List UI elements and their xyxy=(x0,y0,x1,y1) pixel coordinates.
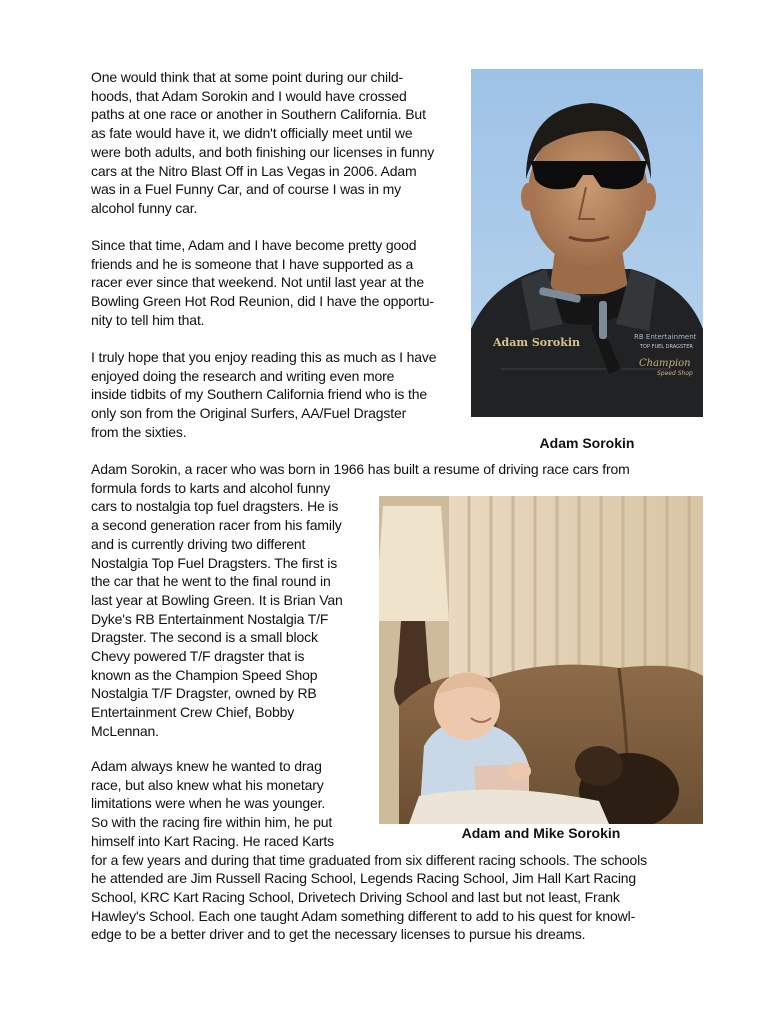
text-line: the car that he went to the final round in xyxy=(91,573,331,590)
text-line: So with the racing fire within him, he put xyxy=(91,814,333,831)
suit-name-text: Adam Sorokin xyxy=(493,336,581,349)
text-line: Dragster. The second is a small block xyxy=(91,629,318,646)
suit-patch-line2: TOP FUEL DRAGSTER xyxy=(640,344,693,350)
text-line: limitations were when he was younger. xyxy=(91,795,326,812)
text-line: Chevy powered T/F dragster that is xyxy=(91,648,305,665)
text-line: formula fords to karts and alcohol funny xyxy=(91,479,331,496)
text-line: as fate would have it, we didn't officially meet until we xyxy=(91,125,413,142)
text-line: he attended are Jim Russell Racing School, Legends Racing School, Jim Hall Kart Racing xyxy=(91,870,637,887)
text-line: only son from the Original Surfers, AA/Fuel Dragster xyxy=(91,405,407,422)
portrait-caption: Adam Sorokin xyxy=(539,435,635,451)
text-line: Since that time, Adam and I have become pretty good xyxy=(91,237,417,253)
text-line: cars to nostalgia top fuel dragsters. He is xyxy=(91,498,339,515)
text-line: Nostalgia T/F Dragster, owned by RB xyxy=(91,685,317,702)
karting-paragraph xyxy=(91,757,647,944)
suit-sponsor-line1: Champion xyxy=(639,358,691,369)
text-line: enjoyed doing the research and writing even more xyxy=(91,367,395,384)
text-line: for a few years and during that time graduated from six different racing schools. The schools xyxy=(91,851,647,868)
text-line: last year at Bowling Green. It is Brian Van xyxy=(91,591,343,608)
text-line: hoods, that Adam Sorokin and I would have crossed xyxy=(91,87,407,104)
text-line: known as the Champion Speed Shop xyxy=(91,666,318,683)
text-line: and is currently driving two different xyxy=(91,535,306,552)
hope-paragraph xyxy=(91,348,436,442)
text-line: cars at the Nitro Blast Off in Las Vegas in 2006. Adam xyxy=(91,162,417,179)
text-line: Hawley's School. Each one taught Adam something different to add to his quest for knowl- xyxy=(91,907,636,924)
text-line: I truly hope that you enjoy reading this as much as I have xyxy=(91,349,437,365)
text-line: Entertainment Crew Chief, Bobby xyxy=(91,704,295,721)
text-line: inside tidbits of my Southern California friend who is the xyxy=(91,386,428,403)
text-line: himself into Kart Racing. He raced Karts xyxy=(91,832,334,849)
text-line: edge to be a better driver and to get the necessary licenses to pursue his dreams. xyxy=(91,926,586,943)
adam-sorokin-portrait-photo xyxy=(471,69,703,417)
text-line: Bowling Green Hot Rod Reunion, did I have the opportu- xyxy=(91,293,434,310)
suit-patch-line1: RB Entertainment xyxy=(634,333,697,341)
text-line: Nostalgia Top Fuel Dragsters. The first is xyxy=(91,554,338,571)
suit-sponsor-line2: Speed Shop xyxy=(657,370,693,377)
text-line: friends and he is someone that I have supported as a xyxy=(91,255,414,272)
baby-photo-caption: Adam and Mike Sorokin xyxy=(461,825,621,841)
text-line: race, but also knew what his monetary xyxy=(91,776,324,793)
text-line: was in a Fuel Funny Car, and of course I was in my xyxy=(91,181,401,198)
text-line: Dyke's RB Entertainment Nostalgia T/F xyxy=(91,610,329,627)
text-line: Adam Sorokin, a racer who was born in 1966 has built a resume of driving race cars from xyxy=(91,461,630,477)
text-line: One would think that at some point during our child- xyxy=(91,69,404,85)
text-line: racer ever since that weekend. Not until last year at the xyxy=(91,274,425,291)
text-line: McLennan. xyxy=(91,722,159,739)
text-line: nity to tell him that. xyxy=(91,311,205,328)
text-line: were both adults, and both finishing our licenses in funny xyxy=(91,143,435,160)
text-line: alcohol funny car. xyxy=(91,199,198,216)
intro-paragraph xyxy=(91,68,434,218)
text-line: from the sixties. xyxy=(91,423,187,440)
friendship-paragraph xyxy=(91,236,434,330)
text-line: a second generation racer from his family xyxy=(91,517,342,534)
text-line: Adam always knew he wanted to drag xyxy=(91,758,322,774)
text-line: paths at one race or another in Southern California. But xyxy=(91,106,426,123)
text-line: School, KRC Kart Racing School, Drivetech Driving School and last but not least, Frank xyxy=(91,888,620,905)
